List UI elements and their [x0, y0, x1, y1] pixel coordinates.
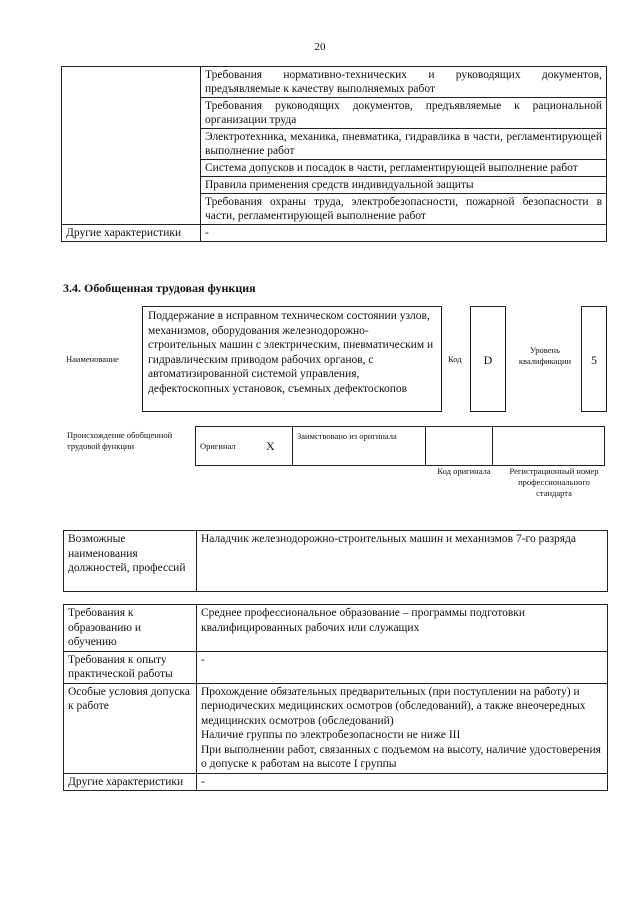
special-line: При выполнении работ, связанных с подъемом на высоту, наличие удостоверения о допуске к работам на высоте I группы: [201, 743, 601, 770]
level-label: Уровень квалификации: [518, 345, 572, 366]
name-label: Наименование: [66, 354, 119, 364]
function-name: Поддержание в исправном техническом состоянии узлов, механизмов, оборудования железнодорожно-строительных машин с электрическим, пневматическим и гидравлическим приводом рабочих органов, с автоматизированной системой управления, дефектоскопных установок, съемных дефектоскопов: [142, 306, 442, 412]
other-value: -: [201, 225, 607, 242]
positions-table: [63, 530, 608, 592]
special-label: Особые условия допуска к работе: [64, 683, 197, 773]
empty-cell: [62, 67, 201, 225]
knowledge-row: Правила применения средств индивидуальной защиты: [201, 177, 607, 194]
requirements-table: [63, 604, 608, 791]
special-line: Наличие группы по электробезопасности не ниже III: [201, 729, 461, 741]
other-label: Другие характеристики: [64, 773, 197, 791]
section-title: 3.4. Обобщенная трудовая функция: [63, 281, 256, 295]
original-mark: X: [262, 427, 293, 466]
special-conditions: [197, 683, 608, 773]
positions-value: Наладчик железнодорожно-строительных машин и механизмов 7-го разряда: [197, 531, 608, 592]
other-value: -: [197, 773, 608, 791]
code-caption: Код оригинала: [437, 466, 491, 476]
borrowed-label: Заимствовано из оригинала: [293, 427, 426, 466]
page-number: 20: [314, 41, 326, 53]
original-label: Оригинал: [196, 427, 263, 466]
knowledge-table: [61, 66, 607, 242]
education-value: Среднее профессиональное образование – программы подготовки квалифицированных рабочих или служащих: [197, 605, 608, 652]
original-code-cell: [426, 427, 493, 466]
positions-label: Возможные наименования должностей, профессий: [64, 531, 197, 592]
experience-value: -: [197, 651, 608, 683]
level-value: 5: [581, 306, 607, 412]
knowledge-row: Требования руководящих документов, предъявляемые к рациональной организации труда: [201, 98, 607, 129]
knowledge-row: Требования охраны труда, электробезопасности, пожарной безопасности в части, регламентирующей выполнение работ: [201, 194, 607, 225]
reg-number-cell: [493, 427, 605, 466]
knowledge-row: Требования нормативно-технических и руководящих документов, предъявляемые к качеству выполняемых работ: [201, 67, 607, 98]
origin-table: [195, 426, 605, 466]
origin-label: Происхождение обобщенной трудовой функции: [67, 430, 173, 451]
code-label: Код: [448, 354, 462, 364]
other-label: Другие характеристики: [62, 225, 201, 242]
knowledge-row: Электротехника, механика, пневматика, гидравлика в части, регламентирующей выполнение работ: [201, 129, 607, 160]
knowledge-row: Система допусков и посадок в части, регламентирующей выполнение работ: [201, 160, 607, 177]
code-value: D: [470, 306, 506, 412]
education-label: Требования к образованию и обучению: [64, 605, 197, 652]
special-line: Прохождение обязательных предварительных (при поступлении на работу) и периодических медицинских осмотров (обследований), а также внеочередных медицинских осмотров (обследований): [201, 685, 586, 727]
reg-caption: Регистрационный номер профессионального стандарта: [509, 466, 599, 498]
experience-label: Требования к опыту практической работы: [64, 651, 197, 683]
